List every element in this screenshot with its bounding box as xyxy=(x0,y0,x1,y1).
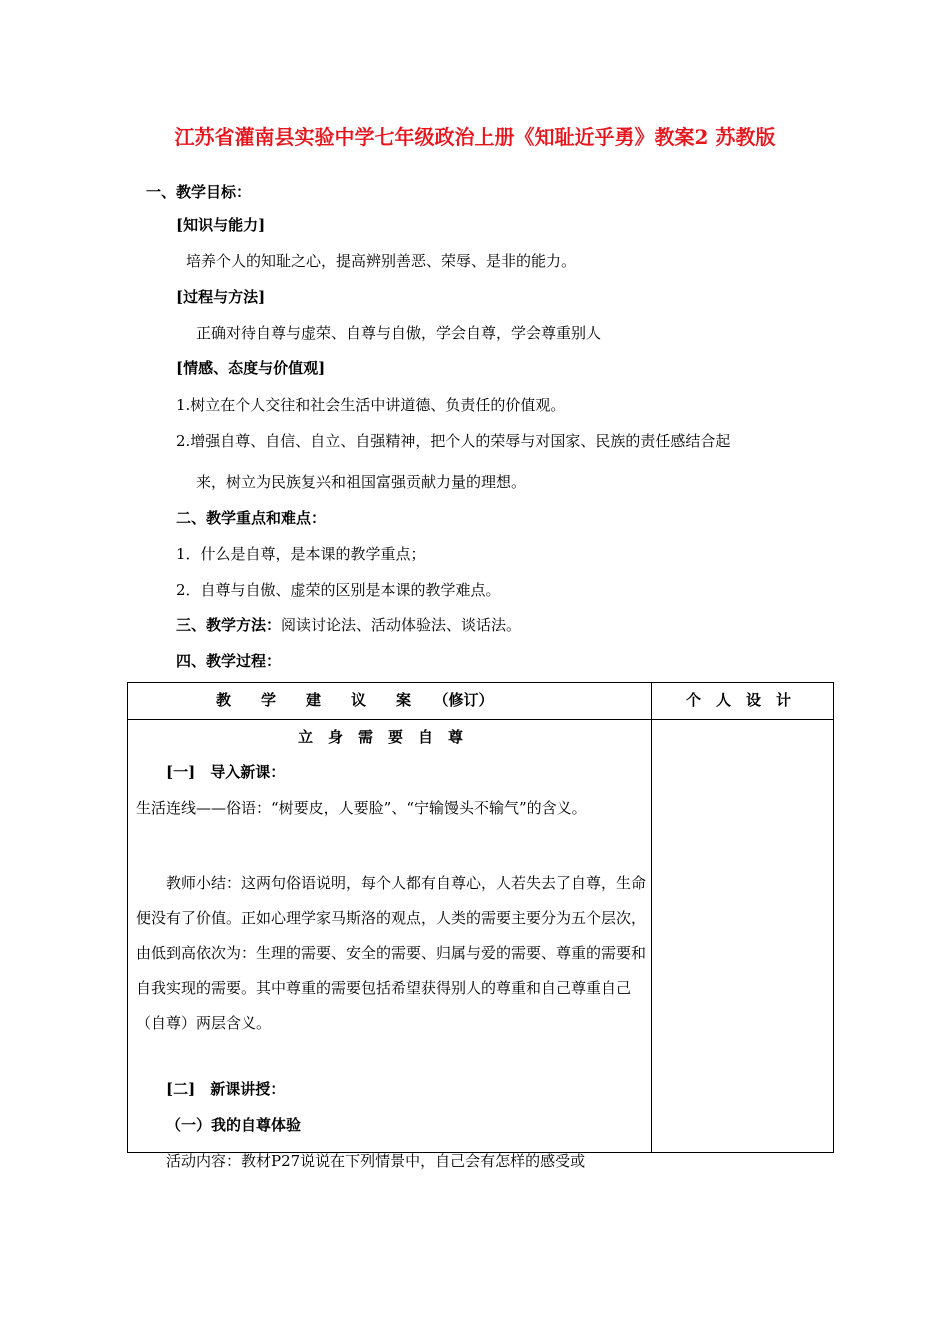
table-header-right-cell xyxy=(652,683,834,720)
emotion-item-1: 1.树立在个人交往和社会生活中讲道德、负责任的价值观。 xyxy=(176,396,566,414)
table-header-right: 个 人 设 计 xyxy=(686,691,792,709)
lesson-subtitle: 立 身 需 要 自 尊 xyxy=(298,728,464,746)
document-title: 江苏省灌南县实验中学七年级政治上册《知耻近乎勇》教案2 苏教版 xyxy=(174,125,776,149)
summary-text: 教师小结：这两句俗语说明，每个人都有自尊心，人若失去了自尊，生命便没有了价值。正如心理学家马斯洛的观点，人类的需要主要分为五个层次，由低到高依次为：生理的需要、安全的需要、归属与爱的需要、尊重的需要和自我实现的需要。其中尊重的需要包括希望获得别人的尊重和自己尊重自己（自尊）两层含义。 xyxy=(136,874,647,1032)
table-header-left: 教 学 建 议 案 （修订） xyxy=(216,691,494,709)
section-3 xyxy=(176,614,521,635)
knowledge-heading: [知识与能力] xyxy=(176,216,266,234)
emotion-item-2a: 2.增强自尊、自信、自立、自强精神，把个人的荣辱与对国家、民族的责任感结合起 xyxy=(176,432,731,450)
intro-heading: [一] 导入新课： xyxy=(166,763,286,781)
section-1-heading: 一、教学目标： xyxy=(146,183,252,201)
section-2-item-2: 2．自尊与自傲、虚荣的区别是本课的教学难点。 xyxy=(176,581,501,599)
emotion-item-2b: 来，树立为民族复兴和祖国富强贡献力量的理想。 xyxy=(196,473,527,491)
lesson-plan-table xyxy=(127,682,834,1170)
personal-design-cell xyxy=(652,720,834,1153)
intro-text: 生活连线——俗语：“树要皮，人要脸”、“宁输馒头不输气”的含义。 xyxy=(136,799,587,817)
table-content-cell xyxy=(128,720,652,1170)
new-lesson-heading: [二] 新课讲授： xyxy=(166,1080,286,1098)
section-3-heading: 三、教学方法： xyxy=(176,616,282,634)
section-2-item-1: 1．什么是自尊，是本课的教学重点； xyxy=(176,545,426,563)
activity-text: 活动内容：教材P27说说在下列情景中，自己会有怎样的感受或 xyxy=(166,1152,586,1170)
process-heading: [过程与方法] xyxy=(176,288,266,306)
emotion-heading: [情感、态度与价值观] xyxy=(176,359,326,377)
section-3-text: 阅读讨论法、活动体验法、谈话法。 xyxy=(281,616,522,634)
table-header-left-cell xyxy=(128,683,652,720)
subsection-1-heading: （一）我的自尊体验 xyxy=(166,1116,302,1134)
section-2-heading: 二、教学重点和难点： xyxy=(176,509,327,527)
section-4-heading: 四、教学过程： xyxy=(176,652,282,670)
process-text: 正确对待自尊与虚荣、自尊与自傲，学会自尊，学会尊重别人 xyxy=(196,324,602,342)
knowledge-text: 培养个人的知耻之心，提高辨别善恶、荣辱、是非的能力。 xyxy=(186,252,577,270)
